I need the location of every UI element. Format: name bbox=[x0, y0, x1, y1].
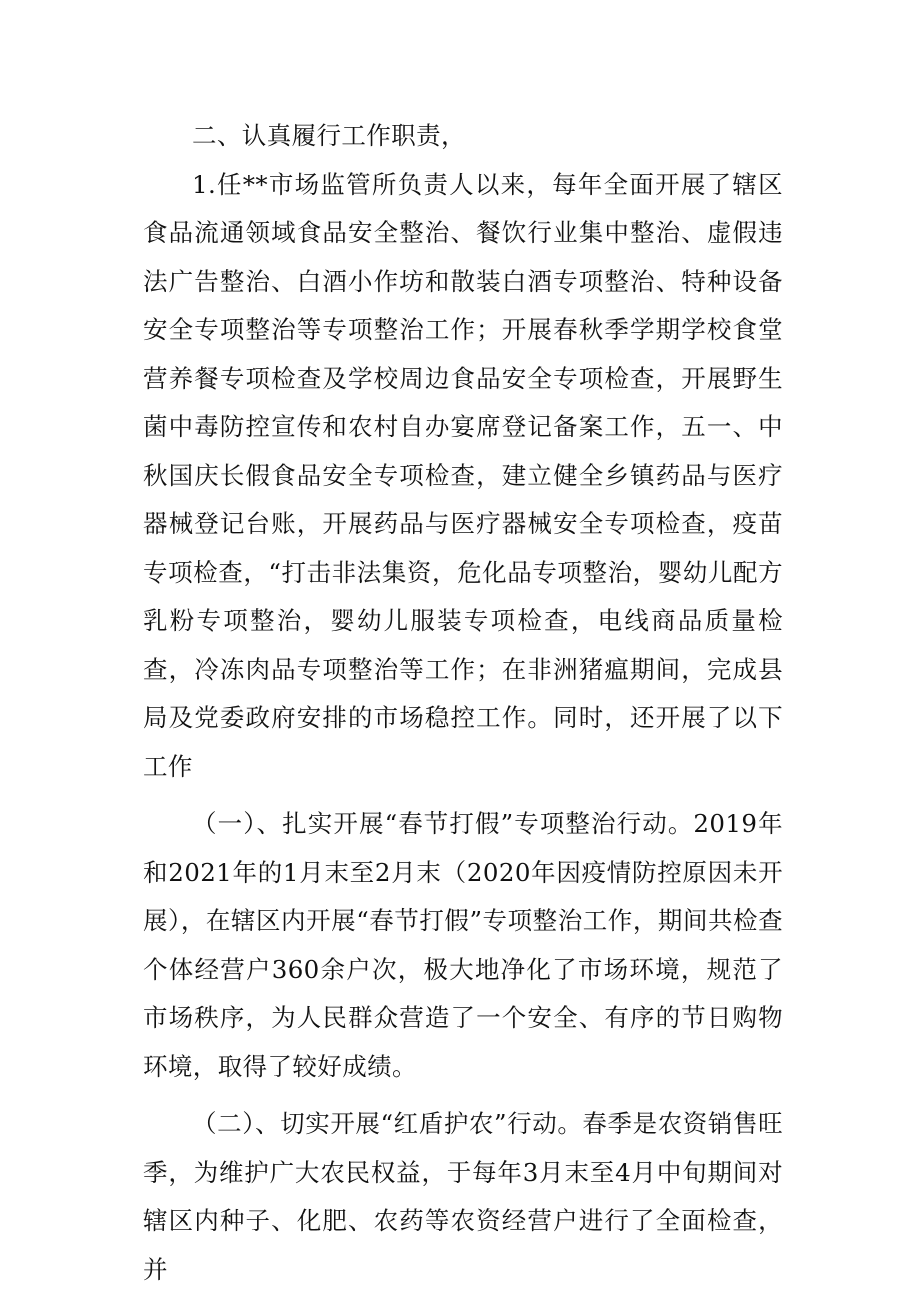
paragraph-red-shield: （二）、切实开展“红盾护农”行动。春季是农资销售旺季，为维护广大农民权益，于每年3月末至4月中旬期间对辖区内种子、化肥、农药等农资经营户进行了全面检查，并 bbox=[143, 1109, 783, 1284]
paragraph-spring-festival: （一）、扎实开展“春节打假”专项整治行动。2019年和2021年的1月末至2月末（2020年因疫情防控原因未开展），在辖区内开展“春节打假”专项整治工作，期间共检查个体经营户360余户次，极大地净化了市场环境，规范了市场秩序，为人民群众营造了一个安全、有序的节日购物环境，取得了较好成绩。 bbox=[143, 809, 783, 1081]
document-body bbox=[143, 112, 783, 1294]
paragraph-duties: 1.任**市场监管所负责人以来，每年全面开展了辖区食品流通领域食品安全整治、餐饮行业集中整治、虚假违法广告整治、白酒小作坊和散装白酒专项整治、特种设备安全专项整治等专项整治工作；开展春秋季学期学校食堂营养餐专项检查及学校周边食品安全专项检查，开展野生菌中毒防控宣传和农村自办宴席登记备案工作，五一、中秋国庆长假食品安全专项检查，建立健全乡镇药品与医疗器械登记台账，开展药品与医疗器械安全专项检查，疫苗专项检查，“打击非法集资，危化品专项整治，婴幼儿配方乳粉专项整治，婴幼儿服装专项检查，电线商品质量检查，冷冻肉品专项整治等工作；在非洲猪瘟期间，完成县局及党委政府安排的市场稳控工作。同时，还开展了以下工作 bbox=[143, 169, 783, 781]
section-heading: 二、认真履行工作职责， bbox=[192, 121, 466, 150]
